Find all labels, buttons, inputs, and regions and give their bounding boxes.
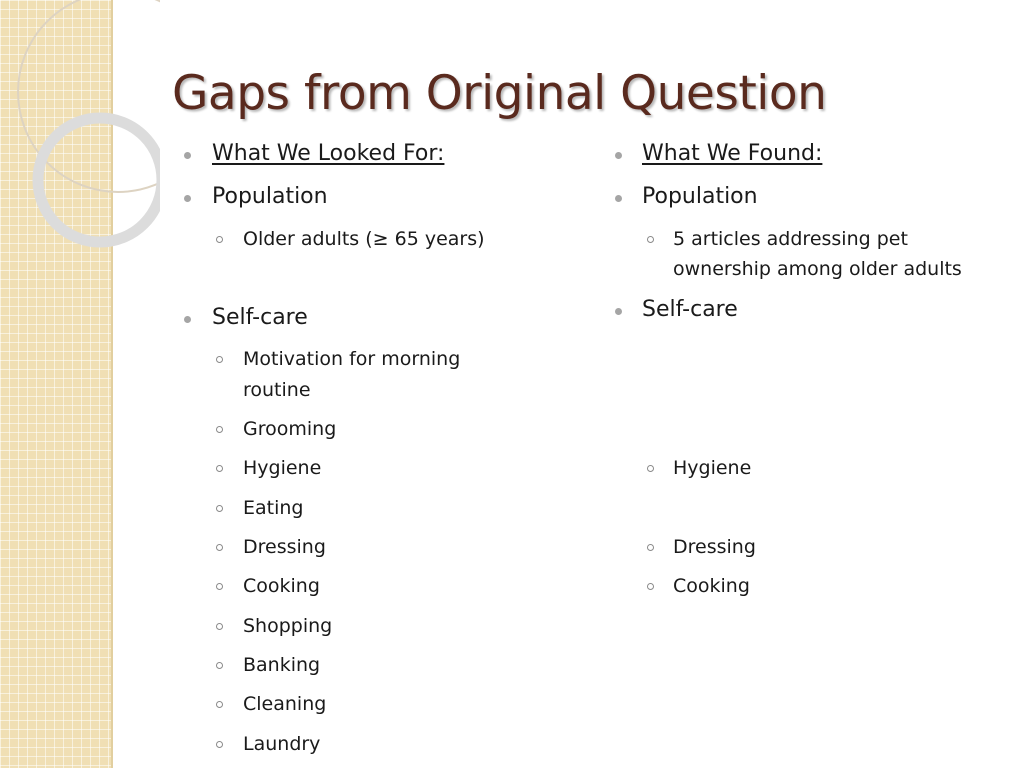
bullet-dot <box>184 316 191 323</box>
right-selfcare-item: Hygiene <box>673 457 752 479</box>
sub-bullet-ring <box>647 544 654 551</box>
right-population-item-cont: ownership among older adults <box>673 258 962 280</box>
slide-title: Gaps from Original Question <box>172 66 827 121</box>
right-population-label: Population <box>642 184 758 209</box>
sub-bullet-ring <box>216 426 223 433</box>
left-selfcare-item: Laundry <box>243 733 321 755</box>
right-selfcare-item: Dressing <box>673 536 756 558</box>
left-population-label: Population <box>212 184 328 209</box>
left-selfcare-label: Self-care <box>212 305 308 330</box>
sub-bullet-ring <box>647 583 654 590</box>
sub-bullet-ring <box>647 236 654 243</box>
left-selfcare-item: Motivation for morning <box>243 348 461 370</box>
bullet-dot <box>184 152 191 159</box>
sub-bullet-ring <box>647 465 654 472</box>
decorative-rings <box>0 0 160 260</box>
left-selfcare-item: Dressing <box>243 536 326 558</box>
bullet-dot <box>615 152 622 159</box>
left-selfcare-item: Banking <box>243 654 321 676</box>
sub-bullet-ring <box>216 623 223 630</box>
sub-bullet-ring <box>216 505 223 512</box>
sub-bullet-ring <box>216 544 223 551</box>
left-heading: What We Looked For: <box>212 141 445 166</box>
right-heading: What We Found: <box>642 141 823 166</box>
left-selfcare-item: Grooming <box>243 418 337 440</box>
left-selfcare-item: Shopping <box>243 615 333 637</box>
right-population-item: 5 articles addressing pet <box>673 228 908 250</box>
bullet-dot <box>615 195 622 202</box>
left-selfcare-item: Eating <box>243 497 304 519</box>
left-selfcare-item: Cleaning <box>243 693 327 715</box>
bullet-dot <box>184 195 191 202</box>
left-selfcare-item: Cooking <box>243 575 320 597</box>
sub-bullet-ring <box>216 236 223 243</box>
sub-bullet-ring <box>216 701 223 708</box>
right-selfcare-item: Cooking <box>673 575 750 597</box>
left-selfcare-item: Hygiene <box>243 457 322 479</box>
sub-bullet-ring <box>216 741 223 748</box>
decorative-ring-small <box>38 118 160 242</box>
bullet-dot <box>615 308 622 315</box>
left-population-item: Older adults (≥ 65 years) <box>243 228 485 250</box>
left-selfcare-item-cont: routine <box>243 379 311 401</box>
sub-bullet-ring <box>216 465 223 472</box>
sub-bullet-ring <box>216 662 223 669</box>
sub-bullet-ring <box>216 356 223 363</box>
sub-bullet-ring <box>216 583 223 590</box>
right-selfcare-label: Self-care <box>642 297 738 322</box>
